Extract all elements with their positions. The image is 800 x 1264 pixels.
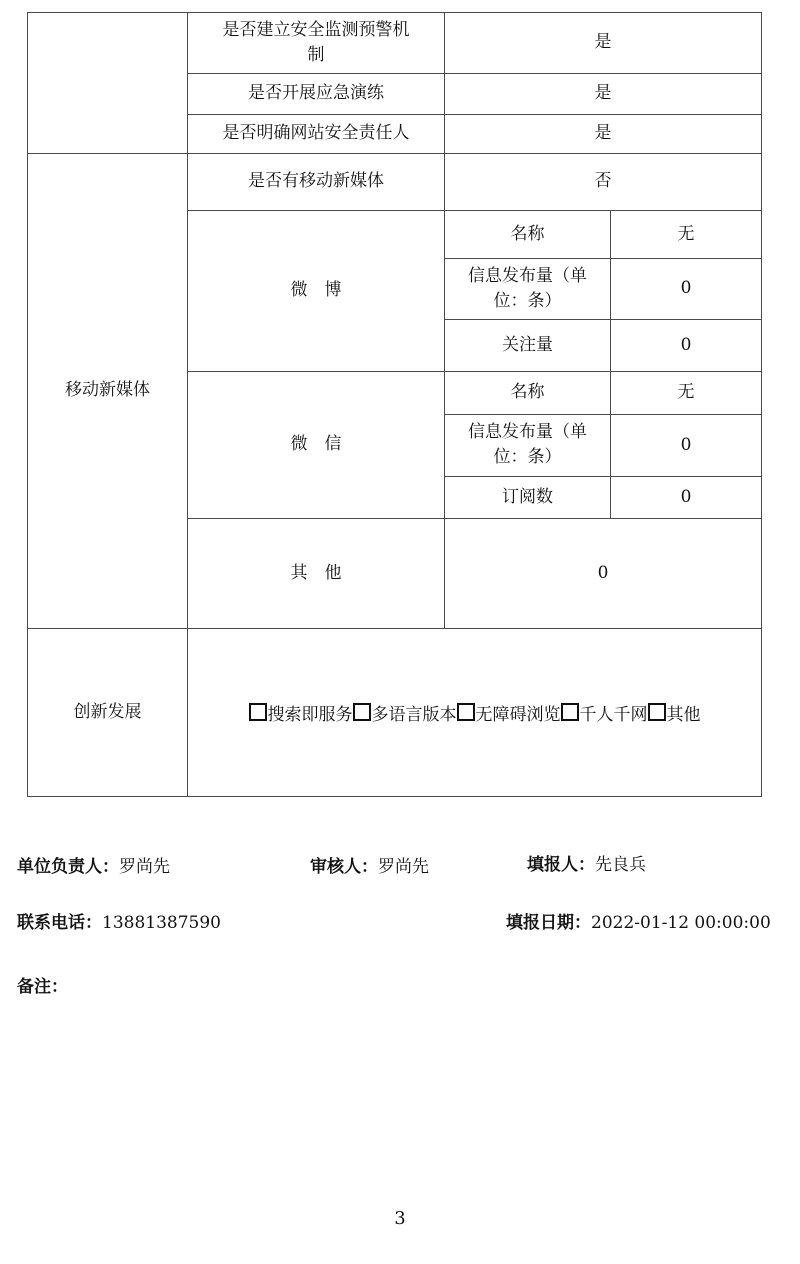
wechat-label: 微 信 [290, 434, 342, 454]
checkbox-icon [249, 703, 267, 721]
report-date: 2022-01-12 00:00:00 [591, 913, 771, 933]
checkbox-icon [648, 703, 666, 721]
wechat-name-label: 名称 [510, 382, 545, 402]
innovation-options [188, 628, 761, 796]
innovation-option-search-service[interactable]: 搜索即服务 [249, 700, 353, 725]
other-media-label: 其 他 [290, 562, 342, 583]
security-label-monitoring: 是否建立安全监测预警机制 [222, 19, 410, 65]
innovation-option-multilingual[interactable]: 多语言版本 [353, 700, 457, 725]
wechat-posts-value: 0 [680, 434, 692, 455]
security-label-drill: 是否开展应急演练 [248, 83, 384, 103]
wechat-name-value: 无 [677, 382, 695, 402]
media-section-label: 移动新媒体 [65, 380, 150, 400]
weibo-label: 微 博 [290, 280, 342, 300]
innovation-option-other[interactable]: 其他 [648, 700, 701, 725]
other-media-value: 0 [597, 562, 609, 583]
wechat-posts-label: 信息发布量（单位：条） [468, 422, 587, 467]
reviewer-name: 罗尚先 [378, 857, 429, 877]
innovation-label: 创新发展 [73, 701, 142, 722]
weibo-followers-value: 0 [680, 334, 692, 355]
checkbox-icon [353, 703, 371, 721]
unit-head-name: 罗尚先 [119, 857, 170, 877]
phone-line: 联系电话：13881387590 [17, 913, 221, 933]
weibo-name-label: 名称 [510, 223, 545, 244]
page-number: 3 [394, 1208, 406, 1229]
report-date-line: 填报日期：2022-01-12 00:00:00 [506, 913, 771, 933]
security-value-drill: 是 [594, 83, 612, 103]
checkbox-icon [457, 703, 475, 721]
phone-number: 13881387590 [102, 913, 221, 933]
security-value-responsible-person: 是 [594, 123, 612, 143]
innovation-option-accessibility[interactable]: 无障碍浏览 [457, 700, 561, 725]
weibo-posts-label: 信息发布量（单位：条） [468, 265, 587, 311]
reviewer-line: 审核人：罗尚先 [310, 857, 429, 877]
wechat-subscribers-label: 订阅数 [502, 486, 553, 507]
weibo-name-value: 无 [677, 223, 695, 244]
filler-line: 填报人：先良兵 [527, 855, 646, 875]
security-value-monitoring: 是 [594, 32, 612, 52]
wechat-subscribers-value: 0 [680, 486, 692, 507]
has-media-value: 否 [594, 171, 612, 191]
innovation-option-personalized[interactable]: 千人千网 [561, 700, 648, 725]
checkbox-icon [561, 703, 579, 721]
weibo-followers-label: 关注量 [502, 334, 553, 355]
filler-name: 先良兵 [595, 855, 646, 875]
has-media-label: 是否有移动新媒体 [248, 171, 384, 191]
security-label-responsible-person: 是否明确网站安全责任人 [222, 123, 410, 143]
weibo-posts-value: 0 [680, 278, 692, 298]
unit-head-line: 单位负责人：罗尚先 [17, 857, 170, 877]
remark-line: 备注： [17, 977, 68, 997]
